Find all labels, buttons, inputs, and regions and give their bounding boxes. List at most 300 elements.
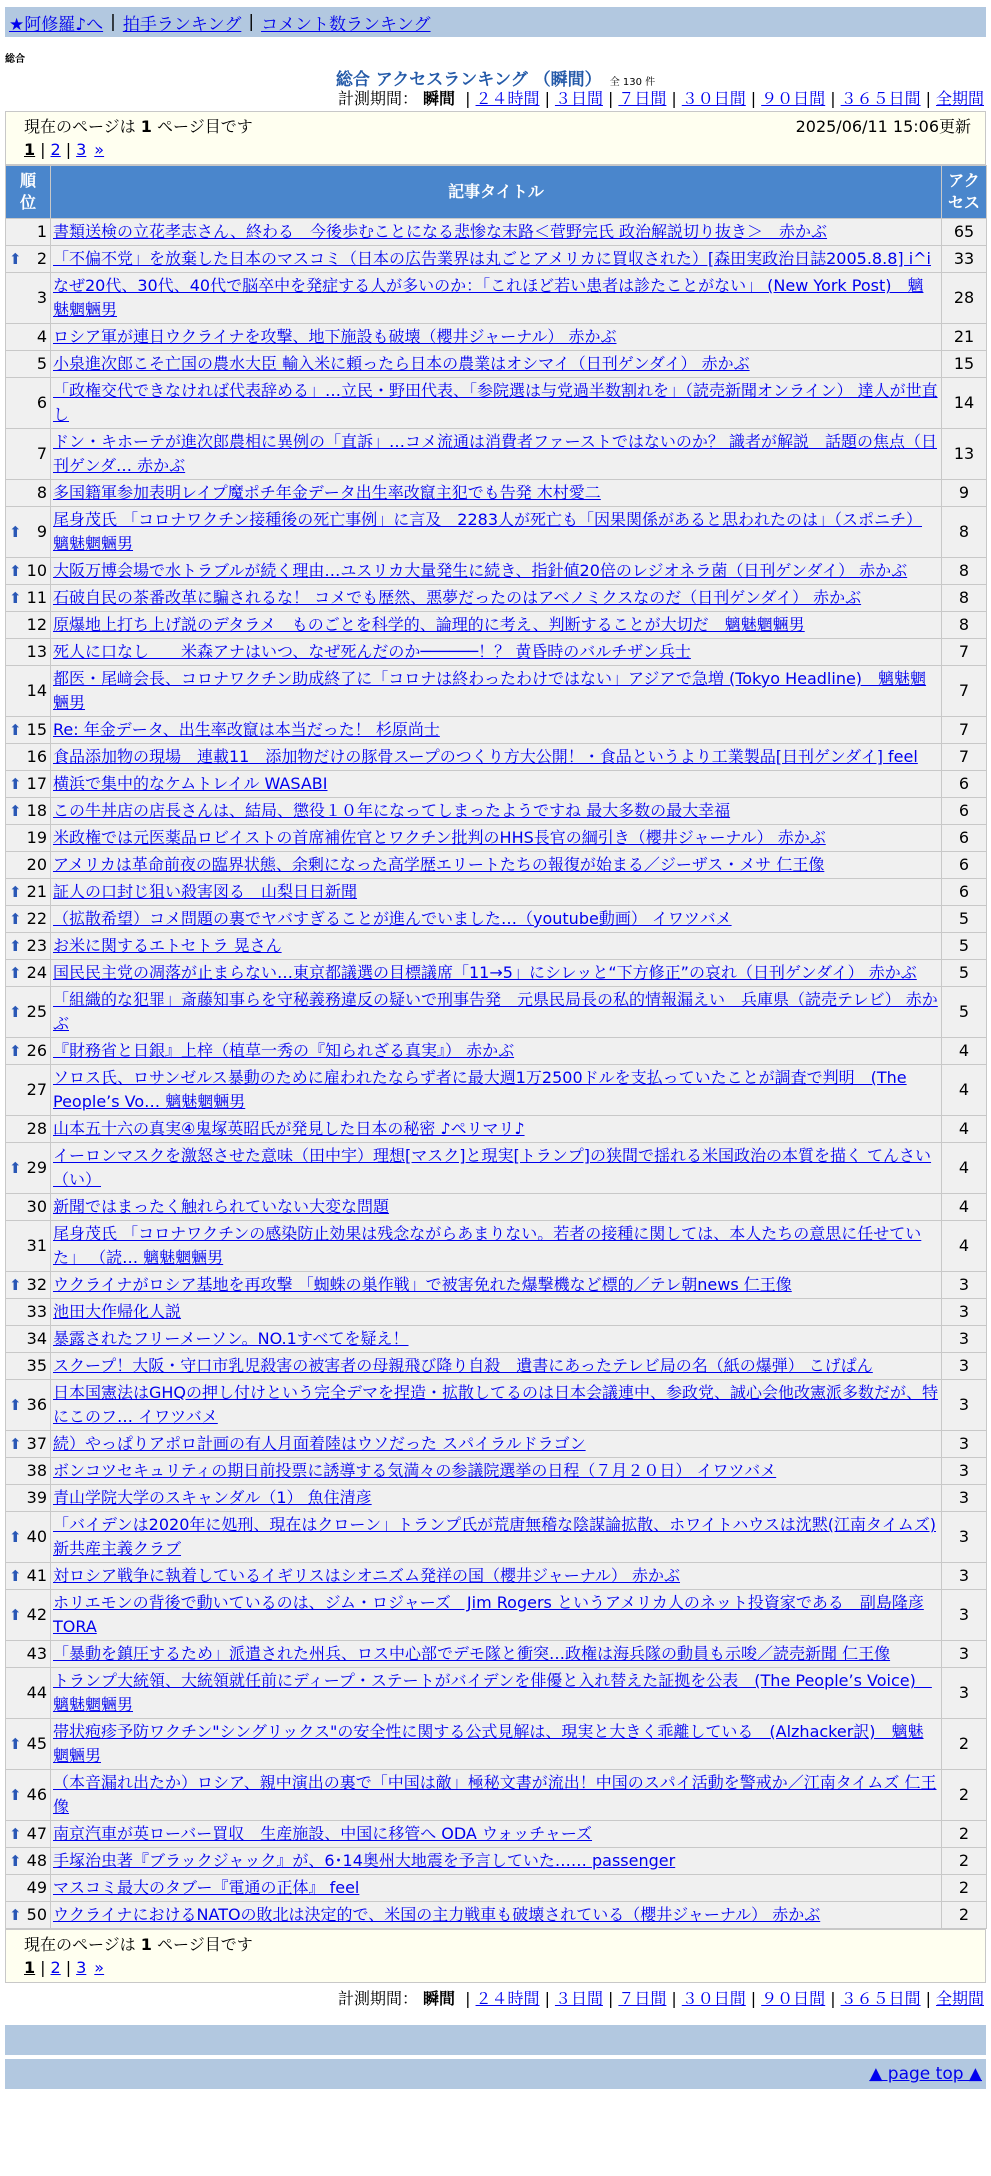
article-link[interactable]: なぜ20代、30代、40代で脳卒中を発症する人が多いのか：「これほど若い患者は診たことがない」 (New York Post) 魑魅魍魎男 bbox=[53, 276, 924, 319]
title-cell bbox=[51, 1326, 942, 1353]
access-count: 5 bbox=[942, 987, 987, 1038]
title-cell bbox=[51, 429, 942, 480]
table-row bbox=[6, 1848, 987, 1875]
table-row bbox=[6, 1641, 987, 1668]
access-count: 8 bbox=[942, 612, 987, 639]
period-separator: | bbox=[830, 89, 836, 108]
page-links bbox=[24, 139, 971, 161]
table-row bbox=[6, 960, 987, 987]
title-cell bbox=[51, 1065, 942, 1116]
up-arrow-icon: ⬆ bbox=[9, 589, 22, 607]
rank-number: 37 bbox=[26, 1434, 47, 1453]
article-link[interactable]: 山本五十六の真実④鬼塚英昭氏が発見した日本の秘密 ♪ペリマリ♪ bbox=[53, 1119, 525, 1138]
updated-time: 2025/06/11 15:06更新 bbox=[795, 117, 971, 136]
article-link[interactable]: 大阪万博会場で水トラブルが続く理由…ユスリカ大量発生に続き、指針値20倍のレジオネラ菌（日刊ゲンダイ） 赤かぶ bbox=[53, 561, 908, 580]
article-link[interactable]: 「不偏不党」を放棄した日本のマスコミ（日本の広告業界は丸ごとアメリカに買収された）[森田実政治日誌2005.8.8] i^i bbox=[53, 249, 931, 268]
up-arrow-icon: ⬆ bbox=[9, 964, 22, 982]
rank-cell bbox=[6, 1590, 51, 1641]
rank-cell bbox=[6, 1848, 51, 1875]
ranking-table bbox=[5, 165, 987, 1929]
rank-cell bbox=[6, 666, 51, 717]
rank-cell bbox=[6, 1668, 51, 1719]
period-option-link[interactable]: ２４時間 bbox=[475, 89, 540, 108]
up-arrow-icon: ⬆ bbox=[9, 1567, 22, 1585]
rank-number: 11 bbox=[26, 588, 47, 607]
rank-number: 18 bbox=[26, 801, 47, 820]
rank-number: 49 bbox=[26, 1878, 47, 1897]
table-row bbox=[6, 825, 987, 852]
article-link[interactable]: 石破自民の茶番改革に騙されるな！ コメでも歴然、悪夢だったのはアベノミクスなのだ（日刊ゲンダイ） 赤かぶ bbox=[53, 588, 862, 607]
period-current: 瞬間 bbox=[423, 1989, 456, 2008]
up-arrow-icon: ⬆ bbox=[9, 1042, 22, 1060]
article-link[interactable]: 続）やっぱりアポロ計画の有人月面着陸はウソだった スパイラルドラゴン bbox=[53, 1434, 586, 1453]
period-separator: | bbox=[465, 89, 471, 108]
title-cell bbox=[51, 1821, 942, 1848]
table-row bbox=[6, 1512, 987, 1563]
rank-cell bbox=[6, 933, 51, 960]
period-option-link[interactable]: ７日間 bbox=[618, 89, 667, 108]
title-cell bbox=[51, 1590, 942, 1641]
up-arrow-icon: ⬆ bbox=[9, 775, 22, 793]
table-row bbox=[6, 1353, 987, 1380]
period-separator: | bbox=[544, 89, 550, 108]
rank-number: 9 bbox=[36, 522, 47, 541]
up-arrow-icon: ⬆ bbox=[9, 1735, 22, 1753]
article-link[interactable]: トランプ大統領、大統領就任前にディープ・ステートがバイデンを俳優と入れ替えた証拠を公表 (The People’s Voice) 魑魅魍魎男 bbox=[53, 1671, 932, 1714]
period-option-link[interactable]: ２４時間 bbox=[475, 1989, 540, 2008]
table-row bbox=[6, 585, 987, 612]
article-link[interactable]: イーロンマスクを激怒させた意味（田中宇）理想[マスク]と現実[トランプ]の狭間で揺れる米国政治の本質を描く てんさい（い） bbox=[53, 1146, 932, 1189]
title-cell bbox=[51, 639, 942, 666]
current-page-text-bottom bbox=[24, 1932, 253, 1957]
title-cell bbox=[51, 960, 942, 987]
period-option-link[interactable]: ９０日間 bbox=[761, 1989, 826, 2008]
up-arrow-icon: ⬆ bbox=[9, 1606, 22, 1624]
access-count: 7 bbox=[942, 666, 987, 717]
rank-number: 17 bbox=[26, 774, 47, 793]
table-row bbox=[6, 1458, 987, 1485]
comment-ranking-link[interactable]: コメント数ランキング bbox=[261, 14, 431, 35]
rank-number: 44 bbox=[26, 1683, 47, 1702]
title-cell bbox=[51, 1485, 942, 1512]
rank-number: 41 bbox=[26, 1566, 47, 1585]
period-separator: | bbox=[544, 1989, 550, 2008]
section-label: 総合 bbox=[5, 54, 25, 65]
title-cell bbox=[51, 1272, 942, 1299]
clap-ranking-link[interactable]: 拍手ランキング bbox=[122, 14, 242, 35]
access-count: 33 bbox=[942, 246, 987, 273]
access-count: 6 bbox=[942, 825, 987, 852]
title-cell bbox=[51, 1563, 942, 1590]
period-label: 計測期間： bbox=[337, 1989, 418, 2008]
table-row bbox=[6, 717, 987, 744]
access-count: 3 bbox=[942, 1563, 987, 1590]
rank-number: 5 bbox=[36, 354, 47, 373]
page-title bbox=[5, 65, 986, 90]
title-cell bbox=[51, 825, 942, 852]
header-rank: 順位 bbox=[6, 166, 51, 219]
access-count: 15 bbox=[942, 351, 987, 378]
up-arrow-icon: ⬆ bbox=[9, 1435, 22, 1453]
title-cell bbox=[51, 378, 942, 429]
access-count: 3 bbox=[942, 1668, 987, 1719]
up-arrow-icon: ⬆ bbox=[9, 721, 22, 739]
article-link[interactable]: ロシア軍が連日ウクライナを攻撃、地下施設も破壊（櫻井ジャーナル） 赤かぶ bbox=[53, 327, 617, 346]
article-link[interactable]: （本音漏れ出たか）ロシア、親中演出の裏で「中国は敵」極秘文書が流出！中国のスパイ活動を警戒か／江南タイムズ 仁王像 bbox=[53, 1773, 937, 1816]
rank-number: 1 bbox=[36, 222, 47, 241]
period-separator: | bbox=[607, 89, 614, 108]
article-link[interactable]: 「暴動を鎮圧するため」派遣された州兵、ロス中心部でデモ隊と衝突…政権は海兵隊の動員も示唆／読売新聞 仁王像 bbox=[53, 1644, 891, 1663]
rank-number: 10 bbox=[26, 561, 47, 580]
title-cell bbox=[51, 1221, 942, 1272]
page-link[interactable]: 3 bbox=[76, 140, 87, 159]
title-cell bbox=[51, 906, 942, 933]
article-link[interactable]: 尾身茂氏 「コロナワクチン接種後の死亡事例」に言及 2283人が死亡も「因果関係があると思われたのは」（スポニチ） 魑魅魍魎男 bbox=[53, 510, 923, 553]
article-link[interactable]: 手塚治虫著『ブラックジャック』が、6･14奥州大地震を予言していた…… passenger bbox=[53, 1851, 676, 1870]
access-count: 4 bbox=[942, 1116, 987, 1143]
rank-number: 40 bbox=[26, 1527, 47, 1546]
access-count: 2 bbox=[942, 1902, 987, 1929]
article-link[interactable]: ウクライナにおけるNATOの敗北は決定的で、米国の主力戦車も破壊されている（櫻井ジャーナル） 赤かぶ bbox=[53, 1905, 821, 1924]
period-option-link[interactable]: ９０日間 bbox=[761, 89, 826, 108]
period-option-link[interactable]: 全期間 bbox=[935, 89, 984, 108]
article-link[interactable]: ボンコツセキュリティの期日前投票に誘導する気満々の参議院選挙の日程（７月２０日） イワツバメ bbox=[53, 1461, 777, 1480]
access-count: 3 bbox=[942, 1512, 987, 1563]
rank-cell bbox=[6, 1719, 51, 1770]
rank-number: 4 bbox=[36, 327, 47, 346]
top-nav-bar bbox=[5, 7, 986, 37]
title-cell bbox=[51, 879, 942, 906]
header-access: アクセス bbox=[942, 166, 987, 219]
rank-number: 47 bbox=[26, 1824, 47, 1843]
title-cell bbox=[51, 1194, 942, 1221]
page-link[interactable]: 2 bbox=[50, 1958, 61, 1977]
up-arrow-icon: ⬆ bbox=[9, 562, 22, 580]
access-count: 65 bbox=[942, 219, 987, 246]
up-arrow-icon: ⬆ bbox=[9, 523, 22, 541]
rank-cell bbox=[6, 1299, 51, 1326]
title-cell bbox=[51, 933, 942, 960]
article-link[interactable]: 対ロシア戦争に執着しているイギリスはシオニズム発祥の国（櫻井ジャーナル） 赤かぶ bbox=[53, 1566, 681, 1585]
access-count: 6 bbox=[942, 852, 987, 879]
up-arrow-icon: ⬆ bbox=[9, 1852, 22, 1870]
article-link[interactable]: 新聞ではまったく触れられていない大変な問題 bbox=[53, 1197, 390, 1216]
article-link[interactable]: この牛丼店の店長さんは、結局、懲役１０年になってしまったようですね 最大多数の最大幸福 bbox=[53, 801, 731, 820]
period-label: 計測期間： bbox=[337, 89, 418, 108]
rank-number: 13 bbox=[26, 642, 47, 661]
rank-cell bbox=[6, 906, 51, 933]
period-separator: | bbox=[607, 1989, 614, 2008]
access-count: 3 bbox=[942, 1299, 987, 1326]
rank-number: 24 bbox=[26, 963, 47, 982]
access-count: 3 bbox=[942, 1272, 987, 1299]
title-cell bbox=[51, 219, 942, 246]
article-link[interactable]: 国民民主党の凋落が止まらない…東京都議選の目標議席「11→5」にシレッと“下方修正”の哀れ（日刊ゲンダイ） 赤かぶ bbox=[53, 963, 917, 982]
access-count: 28 bbox=[942, 273, 987, 324]
access-count: 6 bbox=[942, 879, 987, 906]
article-link[interactable]: ウクライナがロシア基地を再攻撃 「蜘蛛の巣作戦」で被害免れた爆撃機など標的／テレ朝news 仁王像 bbox=[53, 1275, 792, 1294]
next-page-link[interactable]: » bbox=[94, 140, 105, 159]
article-link[interactable]: 横浜で集中的なケムトレイル WASABI bbox=[53, 774, 328, 793]
article-link[interactable]: 『財務省と日銀』上梓（植草一秀の『知られざる真実』） 赤かぶ bbox=[53, 1041, 515, 1060]
period-option-link[interactable]: ７日間 bbox=[618, 1989, 667, 2008]
article-link[interactable]: 原爆地上打ち上げ説のデタラメ ものごとを科学的、論理的に考え、判断することが大切だ 魑魅魍魎男 bbox=[53, 615, 805, 634]
title-cell bbox=[51, 558, 942, 585]
next-page-link[interactable]: » bbox=[94, 1958, 105, 1977]
article-link[interactable]: 池田大作帰化人説 bbox=[53, 1302, 182, 1321]
access-count: 7 bbox=[942, 639, 987, 666]
article-link[interactable]: 食品添加物の現場 連載11 添加物だけの豚骨スープのつくり方大公開！・食品というより工業製品[日刊ゲンダイ] feel bbox=[53, 747, 918, 766]
access-count: 3 bbox=[942, 1353, 987, 1380]
up-arrow-icon: ⬆ bbox=[9, 1528, 22, 1546]
article-link[interactable]: ドン・キホーテが進次郎農相に異例の「直訴」…コメ流通は消費者ファーストではないのか？ 識者が解説 話題の焦点（日刊ゲンダ… 赤かぶ bbox=[53, 432, 937, 475]
table-row bbox=[6, 1065, 987, 1116]
period-option-link[interactable]: ３日間 bbox=[554, 1989, 603, 2008]
title-cell bbox=[51, 666, 942, 717]
access-count: 5 bbox=[942, 933, 987, 960]
access-count: 5 bbox=[942, 960, 987, 987]
table-row bbox=[6, 744, 987, 771]
rank-cell bbox=[6, 1065, 51, 1116]
access-count: 2 bbox=[942, 1848, 987, 1875]
access-count: 3 bbox=[942, 1641, 987, 1668]
period-selector-top bbox=[5, 87, 986, 111]
rank-cell bbox=[6, 1512, 51, 1563]
access-count: 4 bbox=[942, 1194, 987, 1221]
table-row bbox=[6, 1143, 987, 1194]
up-arrow-icon: ⬆ bbox=[9, 1396, 22, 1414]
rank-cell bbox=[6, 378, 51, 429]
access-count: 3 bbox=[942, 1485, 987, 1512]
article-link[interactable]: 死人に口なし 米森アナはいつ、なぜ死んだのか──────！？ 黄昏時のバルチザン兵士 bbox=[53, 642, 691, 661]
page-top-link[interactable]: ▲ page top ▲ bbox=[869, 2064, 982, 2084]
article-link[interactable]: Re: 年金データ、出生率改竄は本当だった！ 杉原尚士 bbox=[53, 720, 440, 739]
article-link[interactable]: 小泉進次郎こそ亡国の農水大臣 輸入米に頼ったら日本の農業はオシマイ（日刊ゲンダイ） 赤かぶ bbox=[53, 354, 750, 373]
title-cell bbox=[51, 717, 942, 744]
rank-cell bbox=[6, 507, 51, 558]
table-row bbox=[6, 1038, 987, 1065]
table-row bbox=[6, 1719, 987, 1770]
access-count: 2 bbox=[942, 1719, 987, 1770]
access-count: 3 bbox=[942, 1326, 987, 1353]
table-row bbox=[6, 1431, 987, 1458]
article-link[interactable]: 帯状疱疹予防ワクチン"シングリックス"の安全性に関する公式見解は、現実と大きく乖離している (Alzhacker訳) 魑魅魍魎男 bbox=[53, 1722, 924, 1765]
article-link[interactable]: 青山学院大学のスキャンダル（1） 魚住清彦 bbox=[53, 1488, 372, 1507]
nav-separator: | bbox=[248, 12, 255, 32]
access-count: 4 bbox=[942, 1065, 987, 1116]
period-option-link[interactable]: ３６５日間 bbox=[840, 1989, 921, 2008]
access-count: 6 bbox=[942, 771, 987, 798]
rank-number: 6 bbox=[36, 393, 47, 412]
nav-separator: | bbox=[110, 12, 116, 32]
table-row bbox=[6, 1485, 987, 1512]
page-links-bottom bbox=[24, 1957, 971, 1979]
title-cell bbox=[51, 1143, 942, 1194]
access-count: 2 bbox=[942, 1821, 987, 1848]
pager-suffix: ページ目です bbox=[157, 117, 253, 136]
access-count: 6 bbox=[942, 798, 987, 825]
title-cell bbox=[51, 1512, 942, 1563]
rank-cell bbox=[6, 639, 51, 666]
page-link: 1 bbox=[24, 1958, 36, 1977]
table-row bbox=[6, 429, 987, 480]
total-count: 全 130 件 bbox=[609, 77, 656, 88]
rank-cell bbox=[6, 1272, 51, 1299]
table-row bbox=[6, 1272, 987, 1299]
title-cell bbox=[51, 852, 942, 879]
period-separator: | bbox=[750, 89, 757, 108]
up-arrow-icon: ⬆ bbox=[9, 250, 22, 268]
period-option-link[interactable]: ３日間 bbox=[554, 89, 603, 108]
article-link[interactable]: ホリエモンの背後で動いているのは、ジム・ロジャーズ Jim Rogers というアメリカ人のネット投資家である 副島隆彦 TORA bbox=[53, 1593, 924, 1636]
period-options bbox=[460, 1989, 984, 2008]
article-link[interactable]: 「政権交代できなければ代表辞める」…立民・野田代表、「参院選は与党過半数割れを」（読売新聞オンライン） 達人が世直し bbox=[53, 381, 938, 424]
access-count: 2 bbox=[942, 1770, 987, 1821]
rank-number: 43 bbox=[26, 1644, 47, 1663]
table-row bbox=[6, 273, 987, 324]
rank-number: 12 bbox=[26, 615, 47, 634]
table-row bbox=[6, 1875, 987, 1902]
up-arrow-icon: ⬆ bbox=[9, 1276, 22, 1294]
title-cell bbox=[51, 744, 942, 771]
page-top-bar bbox=[5, 2059, 986, 2089]
ranking-body bbox=[6, 219, 987, 1929]
rank-cell bbox=[6, 1194, 51, 1221]
rank-number: 7 bbox=[36, 444, 47, 463]
article-link[interactable]: 「組織的な犯罪」斎藤知事らを守秘義務違反の疑いで刑事告発 元県民局長の私的情報漏えい 兵庫県（読売テレビ） 赤かぶ bbox=[53, 990, 938, 1033]
title-cell bbox=[51, 612, 942, 639]
rank-cell bbox=[6, 1326, 51, 1353]
header-title: 記事タイトル bbox=[51, 166, 942, 219]
rank-cell bbox=[6, 1221, 51, 1272]
article-link[interactable]: アメリカは革命前夜の臨界状態、余剰になった高学歴エリートたちの報復が始まる／ジーザス・メサ 仁王像 bbox=[53, 855, 825, 874]
period-option-link[interactable]: ３０日間 bbox=[681, 1989, 746, 2008]
access-count: 7 bbox=[942, 717, 987, 744]
rank-number: 48 bbox=[26, 1851, 47, 1870]
table-row bbox=[6, 1299, 987, 1326]
table-row bbox=[6, 378, 987, 429]
rank-number: 16 bbox=[26, 747, 47, 766]
table-row bbox=[6, 1821, 987, 1848]
table-row bbox=[6, 246, 987, 273]
rank-cell bbox=[6, 798, 51, 825]
article-link[interactable]: 南京汽車が英ローバー買収 生産施設、中国に移管へ ODA ウォッチャーズ bbox=[53, 1824, 593, 1843]
access-count: 3 bbox=[942, 1458, 987, 1485]
article-link[interactable]: お米に関するエトセトラ 晃さん bbox=[53, 936, 282, 955]
title-cell bbox=[51, 585, 942, 612]
rank-cell bbox=[6, 273, 51, 324]
access-count: 8 bbox=[942, 558, 987, 585]
rank-cell bbox=[6, 1875, 51, 1902]
pager-current-number: 1 bbox=[140, 1935, 152, 1954]
table-row bbox=[6, 1563, 987, 1590]
rank-number: 22 bbox=[26, 909, 47, 928]
rank-cell bbox=[6, 612, 51, 639]
page-separator: | bbox=[40, 140, 46, 159]
rank-cell bbox=[6, 1458, 51, 1485]
article-link[interactable]: 多国籍軍参加表明レイプ魔ポチ年金データ出生率改竄主犯でも告発 木村愛二 bbox=[53, 483, 601, 502]
rank-cell bbox=[6, 585, 51, 612]
article-link[interactable]: 米政権では元医薬品ロビイストの首席補佐官とワクチン批判のHHS長官の綱引き（櫻井ジャーナル） 赤かぶ bbox=[53, 828, 826, 847]
rank-number: 45 bbox=[26, 1734, 47, 1753]
rank-number: 50 bbox=[26, 1905, 47, 1924]
rank-cell bbox=[6, 879, 51, 906]
article-link[interactable]: 暴露されたフリーメーソン。NO.1すべてを疑え！ bbox=[53, 1329, 409, 1348]
title-cell bbox=[51, 273, 942, 324]
rank-number: 31 bbox=[26, 1236, 47, 1255]
article-link[interactable]: 「バイデンは2020年に処刑、現在はクローン」トランプ氏が荒唐無稽な陰謀論拡散、ホワイトハウスは沈黙(江南タイムズ) 新共産主義クラブ bbox=[53, 1515, 936, 1558]
up-arrow-icon: ⬆ bbox=[9, 937, 22, 955]
article-link[interactable]: 尾身茂氏 「コロナワクチンの感染防止効果は残念ながらあまりない。若者の接種に関しては、本人たちの意思に任せていた」 （読… 魑魅魍魎男 bbox=[53, 1224, 922, 1267]
article-link[interactable]: マスコミ最大のタブー『電通の正体』 feel bbox=[53, 1878, 360, 1897]
home-link[interactable]: ★阿修羅♪へ bbox=[9, 14, 104, 35]
rank-cell bbox=[6, 1143, 51, 1194]
rank-number: 3 bbox=[36, 288, 47, 307]
article-link[interactable]: 日本国憲法はGHQの押し付けという完全デマを捏造・拡散してるのは日本会議連中、参政党、誠心会他改憲派多数だが、特にこのフ… イワツバメ bbox=[53, 1383, 939, 1426]
access-count: 13 bbox=[942, 429, 987, 480]
access-count: 8 bbox=[942, 585, 987, 612]
page-title-text: 総合 アクセスランキング （瞬間） bbox=[335, 70, 602, 90]
page-link: 1 bbox=[24, 140, 36, 159]
rank-number: 35 bbox=[26, 1356, 47, 1375]
article-link[interactable]: 書類送検の立花孝志さん、終わる 今後歩むことになる悲惨な末路＜菅野完氏 政治解説切り抜き＞ 赤かぶ bbox=[53, 222, 828, 241]
access-count: 4 bbox=[942, 1143, 987, 1194]
rank-cell bbox=[6, 1485, 51, 1512]
period-option-link[interactable]: ３６５日間 bbox=[840, 89, 921, 108]
article-link[interactable]: ソロス氏、ロサンゼルス暴動のために雇われたならず者に最大週1万2500ドルを支払っていたことが調査で判明 (The People’s Vo… 魑魅魍魎男 bbox=[53, 1068, 907, 1111]
rank-number: 42 bbox=[26, 1605, 47, 1624]
page-separator: | bbox=[65, 1958, 72, 1977]
rank-cell bbox=[6, 771, 51, 798]
table-row bbox=[6, 933, 987, 960]
pager-current-number: 1 bbox=[140, 117, 152, 136]
table-row bbox=[6, 771, 987, 798]
article-link[interactable]: 都医・尾﨑会長、コロナワクチン助成終了に「コロナは終わったわけではない」アジアで急増 (Tokyo Headline) 魑魅魍魎男 bbox=[53, 669, 927, 712]
rank-number: 36 bbox=[26, 1395, 47, 1414]
table-row bbox=[6, 1221, 987, 1272]
title-cell bbox=[51, 987, 942, 1038]
rank-cell bbox=[6, 852, 51, 879]
footer-bar bbox=[5, 2025, 986, 2055]
rank-cell bbox=[6, 1902, 51, 1929]
title-cell bbox=[51, 1431, 942, 1458]
period-separator: | bbox=[925, 89, 931, 108]
up-arrow-icon: ⬆ bbox=[9, 1786, 22, 1804]
article-link[interactable]: （拡散希望）コメ問題の裏でヤバすぎることが進んでいました…（youtube動画） イワツバメ bbox=[53, 909, 732, 928]
article-link[interactable]: スクープ！大阪・守口市乳児殺害の被害者の母親飛び降り自殺 遺書にあったテレビ局の名（紙の爆弾） こげぱん bbox=[53, 1356, 873, 1375]
access-count: 14 bbox=[942, 378, 987, 429]
rank-cell bbox=[6, 1353, 51, 1380]
table-row bbox=[6, 558, 987, 585]
rank-cell bbox=[6, 1563, 51, 1590]
title-cell bbox=[51, 1848, 942, 1875]
period-option-link[interactable]: ３０日間 bbox=[681, 89, 746, 108]
title-cell bbox=[51, 1038, 942, 1065]
rank-number: 34 bbox=[26, 1329, 47, 1348]
table-row bbox=[6, 879, 987, 906]
period-option-link[interactable]: 全期間 bbox=[935, 1989, 984, 2008]
page-link[interactable]: 2 bbox=[50, 140, 61, 159]
rank-number: 26 bbox=[26, 1041, 47, 1060]
period-separator: | bbox=[830, 1989, 836, 2008]
period-options bbox=[460, 89, 984, 108]
page-link[interactable]: 3 bbox=[76, 1958, 87, 1977]
period-separator: | bbox=[925, 1989, 931, 2008]
table-row bbox=[6, 798, 987, 825]
article-link[interactable]: 証人の口封じ狙い殺害図る 山梨日日新聞 bbox=[53, 882, 358, 901]
up-arrow-icon: ⬆ bbox=[9, 802, 22, 820]
title-cell bbox=[51, 1719, 942, 1770]
